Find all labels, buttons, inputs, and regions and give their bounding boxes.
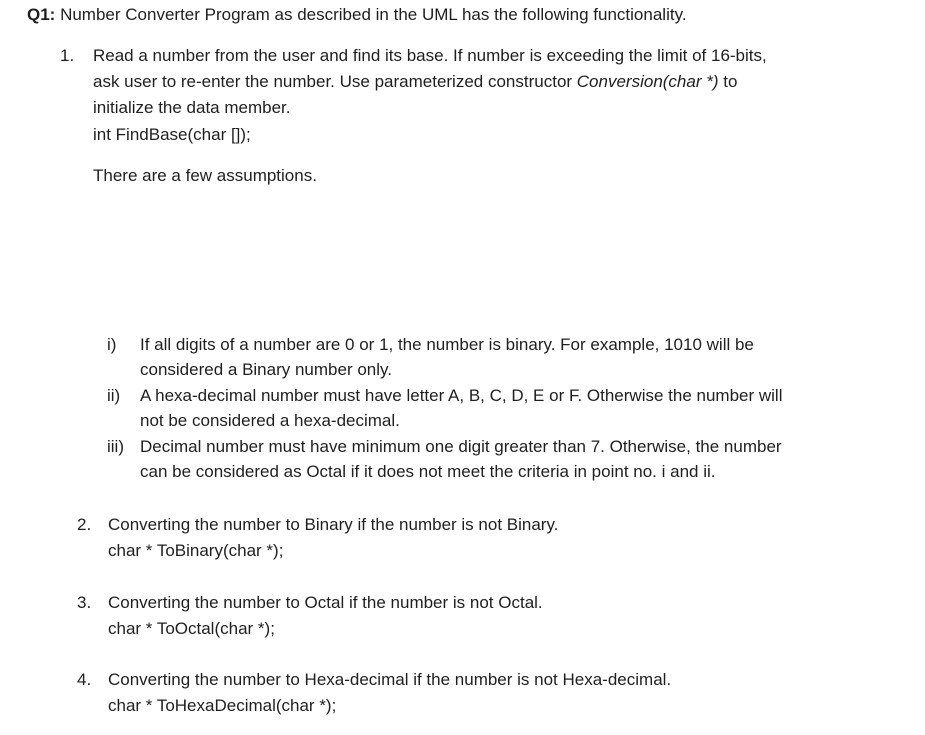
item-3-signature: char * ToOctal(char *); — [108, 619, 275, 638]
item-4-text: Converting the number to Hexa-decimal if the number is not Hexa-decimal. — [108, 670, 672, 689]
item-1-line-2-pre: ask user to re-enter the number. Use parameterized constructor — [93, 72, 577, 91]
item-2-signature: char * ToBinary(char *); — [108, 541, 284, 560]
assumptions-intro: There are a few assumptions. — [93, 166, 317, 185]
question-heading — [27, 5, 687, 25]
assumption-ii-line-2: not be considered a hexa-decimal. — [140, 411, 400, 430]
item-1-line-2-post: to — [718, 72, 738, 91]
item-3-number: 3. — [77, 593, 92, 612]
assumption-i-line-2: considered a Binary number only. — [140, 360, 392, 379]
item-2-number: 2. — [77, 515, 92, 534]
item-4-number: 4. — [77, 670, 92, 689]
item-1-line-3: initialize the data member. — [93, 98, 291, 117]
assumption-iii-marker: iii) — [107, 437, 124, 456]
assumption-i-marker: i) — [107, 335, 117, 354]
question-label: Q1: — [27, 5, 56, 24]
item-1-line-1: Read a number from the user and find its base. If number is exceeding the limit of 16-bits, — [93, 46, 767, 65]
item-2-text: Converting the number to Binary if the number is not Binary. — [108, 515, 559, 534]
assumption-iii-line-1: Decimal number must have minimum one digit greater than 7. Otherwise, the number — [140, 437, 782, 456]
item-3-text: Converting the number to Octal if the number is not Octal. — [108, 593, 543, 612]
constructor-name: Conversion(char *) — [576, 72, 719, 91]
assumption-ii-marker: ii) — [107, 386, 121, 405]
assumption-iii-line-2: can be considered as Octal if it does not meet the criteria in point no. i and ii. — [140, 462, 716, 481]
assumption-ii-line-1: A hexa-decimal number must have letter A, B, C, D, E or F. Otherwise the number will — [140, 386, 783, 405]
item-1-number: 1. — [60, 46, 75, 65]
item-1-signature: int FindBase(char []); — [93, 125, 251, 144]
item-1-line-2 — [93, 72, 737, 92]
question-text: Number Converter Program as described in the UML has the following functionality. — [60, 5, 687, 24]
item-4-signature: char * ToHexaDecimal(char *); — [108, 696, 337, 715]
assumption-i-line-1: If all digits of a number are 0 or 1, the number is binary. For example, 1010 will be — [140, 335, 754, 354]
